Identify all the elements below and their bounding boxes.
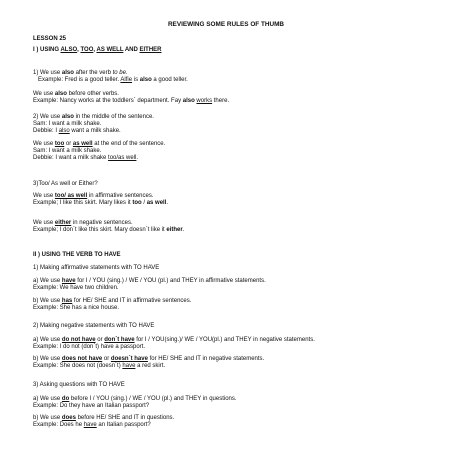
rule4-line2: Sam: I want a milk shake. [33, 148, 102, 154]
part3-b-line2: Example: Does he have an Italian passport? [33, 422, 151, 428]
rule4-line3: Debbie: I want a milk shake too/as well. [33, 155, 139, 161]
section2-heading: II ) USING THE VERB TO HAVE [33, 252, 121, 258]
rule1-line1: 1) We use also after the verb to be. [33, 70, 128, 76]
part1-intro: 1) Making affirmative statements with TO HAVE [33, 265, 160, 271]
part2-a-line2: Example: I do not (don`t) have a passport. [33, 344, 146, 350]
part1-b-line2: Example: She has a nice house. [33, 305, 120, 311]
rule3-line3: Debbie: I also want a milk shake. [33, 128, 121, 134]
part2-b-line2: Example: She does not (doesn`t) have a red skirt. [33, 363, 166, 369]
rule3-line2: Sam: I want a milk shake. [33, 121, 102, 127]
part2-b-line1: b) We use does not have or doesn`t have for HE/ SHE and IT in negative statements. [33, 356, 265, 362]
rule3-line1: 2) We use also in the middle of the sentence. [33, 114, 154, 120]
part2-a-line1: a) We use do not have or don`t have for I / YOU(sing.)/ WE / YOU(pl.) and THEY in negative statements. [33, 337, 315, 343]
part1-b-line1: b) We use has for HE/ SHE and IT in affirmative sentences. [33, 298, 192, 304]
part2-intro: 2) Making negative statements with TO HAVE [33, 323, 155, 329]
rule1-line2: Example: Fred is a good teller. Alfie is also a good teller. [38, 77, 188, 83]
rule4-line1: We use too or as well at the end of the sentence. [33, 141, 166, 147]
section1-heading: I ) USING ALSO, TOO, AS WELL AND EITHER [33, 47, 162, 53]
part3-intro: 3) Asking questions with TO HAVE [33, 382, 125, 388]
rule2-line2: Example: Nancy works at the toddlers` department. Fay also works there. [33, 98, 230, 104]
rule2-line1: We use also before other verbs. [33, 91, 119, 97]
rule5-line2: We use too/ as well in affirmative sentences. [33, 193, 154, 199]
part3-b-line1: b) We use does before HE/ SHE and IT in questions. [33, 415, 175, 421]
part3-a-line2: Example: Do they have an Italian passport? [33, 403, 150, 409]
part1-a-line1: a) We use have for I / YOU (sing.) / WE / YOU (pl.) and THEY in affirmative statements. [33, 278, 266, 284]
lesson-label: LESSON 25 [33, 36, 67, 42]
page-title: REVIEWING SOME RULES OF THUMB [167, 21, 285, 28]
rule5-line3: Example; I like this skirt. Mary likes it too / as well. [33, 200, 169, 206]
rule6-line1: We use either in negative sentences. [33, 220, 133, 226]
rule6-line2: Example; I don`t like this skirt. Mary doesn`t like it either. [33, 227, 185, 233]
rule5-line1: 3)Too/ As well or Either? [33, 181, 98, 187]
part1-a-line2: Example: We have two children. [33, 285, 119, 291]
part3-a-line1: a) We use do before I / YOU (sing.) / WE / YOU (pl.) and THEY in questions. [33, 396, 237, 402]
